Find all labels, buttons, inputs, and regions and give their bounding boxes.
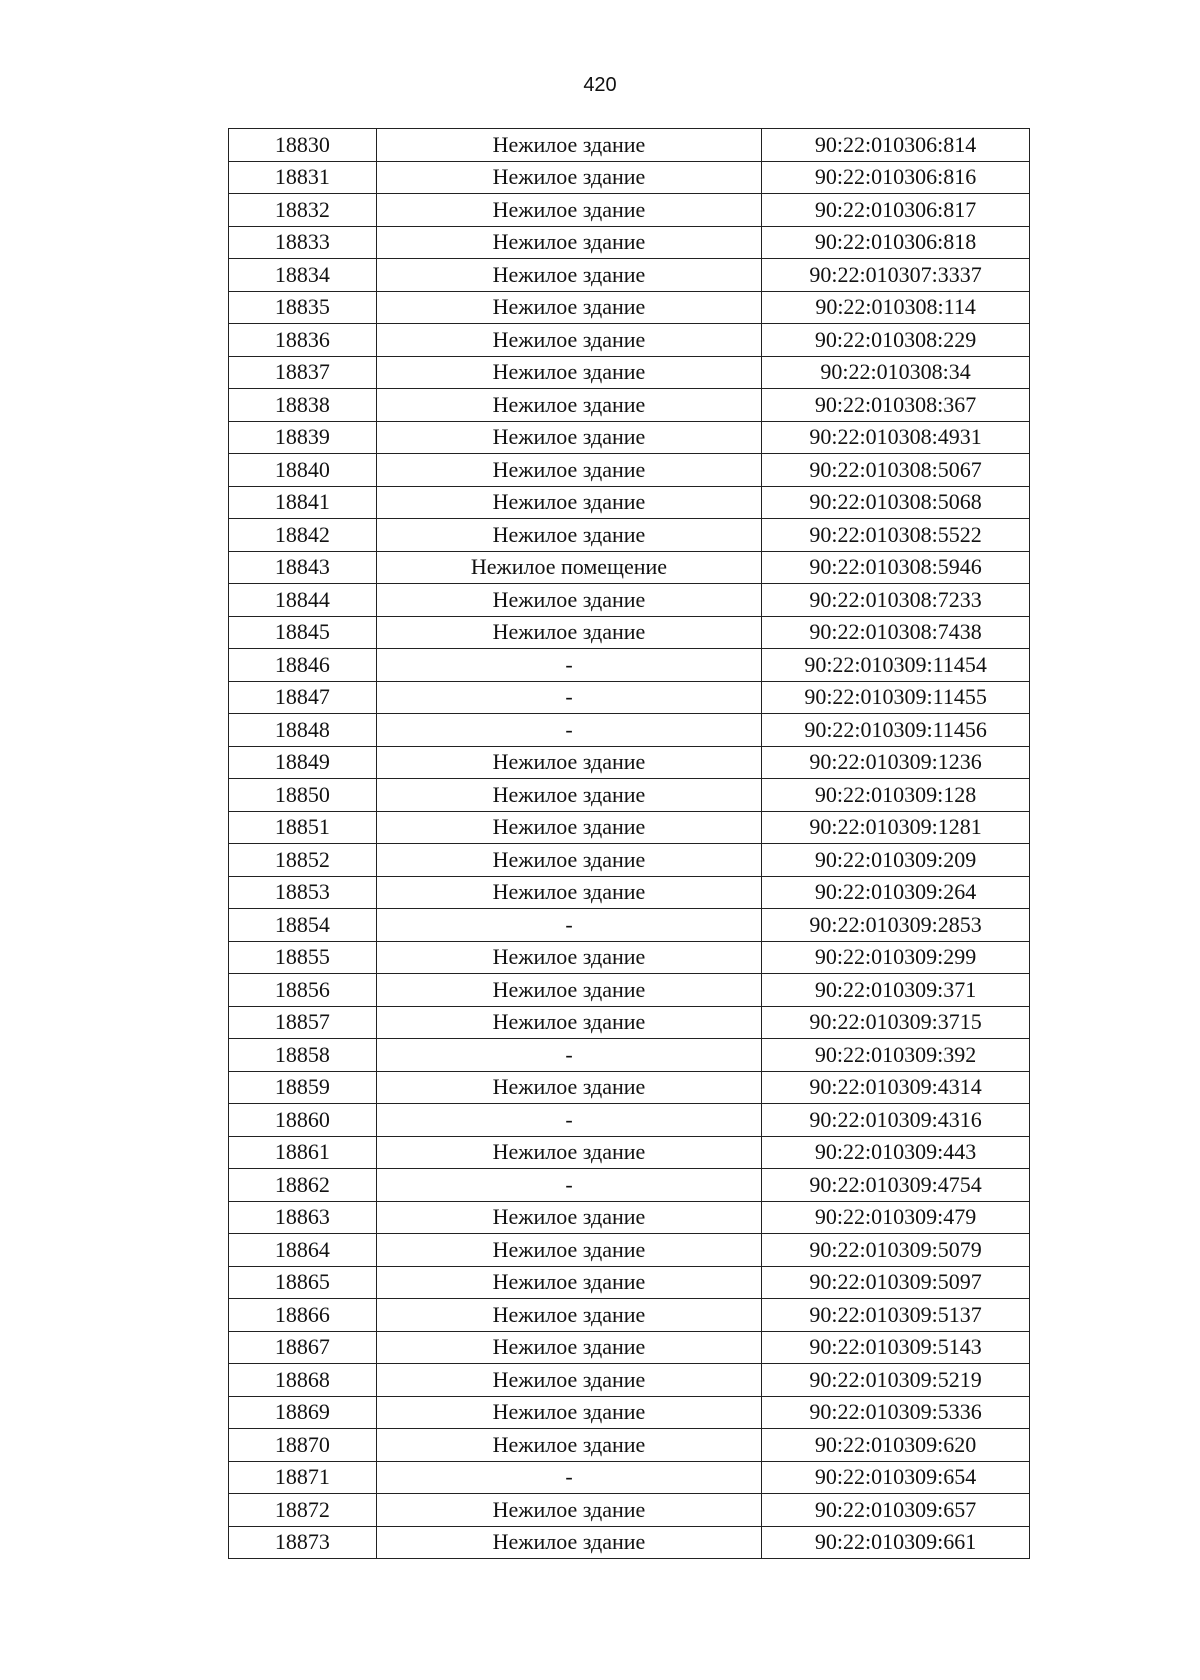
object-type-cell: - [376,681,761,714]
cadastral-number-cell: 90:22:010309:443 [762,1136,1030,1169]
cadastral-number-cell: 90:22:010309:657 [762,1494,1030,1527]
cadastral-number-cell: 90:22:010308:34 [762,356,1030,389]
cadastral-number-cell: 90:22:010309:5097 [762,1266,1030,1299]
row-number-cell: 18853 [229,876,377,909]
cadastral-number-cell: 90:22:010309:11454 [762,649,1030,682]
table-row [229,356,1030,389]
table-row [229,876,1030,909]
object-type-cell: Нежилое здание [376,259,761,292]
cadastral-number-cell: 90:22:010308:7438 [762,616,1030,649]
row-number-cell: 18862 [229,1169,377,1202]
cadastral-number-cell: 90:22:010309:3715 [762,1006,1030,1039]
table-row [229,1396,1030,1429]
table-row [229,909,1030,942]
cadastral-number-cell: 90:22:010308:5067 [762,454,1030,487]
cadastral-number-cell: 90:22:010306:818 [762,226,1030,259]
object-type-cell: Нежилое здание [376,454,761,487]
table-row [229,1299,1030,1332]
cadastral-number-cell: 90:22:010309:620 [762,1429,1030,1462]
row-number-cell: 18852 [229,844,377,877]
table-row [229,1266,1030,1299]
object-type-cell: - [376,909,761,942]
table-row [229,291,1030,324]
cadastral-number-cell: 90:22:010309:5336 [762,1396,1030,1429]
cadastral-number-cell: 90:22:010309:1236 [762,746,1030,779]
object-type-cell: Нежилое здание [376,876,761,909]
object-type-cell: Нежилое здание [376,779,761,812]
table-row [229,324,1030,357]
cadastral-number-cell: 90:22:010306:817 [762,194,1030,227]
object-type-cell: - [376,1169,761,1202]
table-row [229,1104,1030,1137]
row-number-cell: 18867 [229,1331,377,1364]
object-type-cell: Нежилое здание [376,1331,761,1364]
row-number-cell: 18842 [229,519,377,552]
object-type-cell: Нежилое здание [376,1136,761,1169]
table-row [229,714,1030,747]
object-type-cell: Нежилое здание [376,291,761,324]
cadastral-number-cell: 90:22:010306:816 [762,161,1030,194]
row-number-cell: 18846 [229,649,377,682]
cadastral-number-cell: 90:22:010309:299 [762,941,1030,974]
cadastral-number-cell: 90:22:010308:5068 [762,486,1030,519]
table-row [229,1071,1030,1104]
cadastral-number-cell: 90:22:010308:114 [762,291,1030,324]
cadastral-number-cell: 90:22:010309:392 [762,1039,1030,1072]
row-number-cell: 18865 [229,1266,377,1299]
object-type-cell: - [376,1104,761,1137]
table-row [229,649,1030,682]
table-row [229,746,1030,779]
row-number-cell: 18848 [229,714,377,747]
table-row [229,1234,1030,1267]
table-row [229,519,1030,552]
row-number-cell: 18836 [229,324,377,357]
cadastral-number-cell: 90:22:010308:5522 [762,519,1030,552]
row-number-cell: 18858 [229,1039,377,1072]
row-number-cell: 18851 [229,811,377,844]
cadastral-number-cell: 90:22:010308:4931 [762,421,1030,454]
row-number-cell: 18861 [229,1136,377,1169]
object-type-cell: Нежилое здание [376,941,761,974]
row-number-cell: 18835 [229,291,377,324]
table-row [229,161,1030,194]
cadastral-number-cell: 90:22:010307:3337 [762,259,1030,292]
table-row [229,226,1030,259]
table-row [229,844,1030,877]
table-row [229,1006,1030,1039]
row-number-cell: 18863 [229,1201,377,1234]
table-row [229,1039,1030,1072]
cadastral-number-cell: 90:22:010309:11455 [762,681,1030,714]
cadastral-number-cell: 90:22:010306:814 [762,129,1030,162]
cadastral-number-cell: 90:22:010308:7233 [762,584,1030,617]
table-row [229,681,1030,714]
object-type-cell: Нежилое здание [376,129,761,162]
object-type-cell: Нежилое здание [376,1364,761,1397]
row-number-cell: 18864 [229,1234,377,1267]
cadastral-number-cell: 90:22:010309:5219 [762,1364,1030,1397]
table-row [229,194,1030,227]
object-type-cell: Нежилое здание [376,226,761,259]
object-type-cell: Нежилое здание [376,1526,761,1559]
object-type-cell: Нежилое здание [376,1396,761,1429]
row-number-cell: 18860 [229,1104,377,1137]
table-row [229,129,1030,162]
object-type-cell: Нежилое здание [376,421,761,454]
table-row [229,616,1030,649]
table-row [229,1331,1030,1364]
row-number-cell: 18866 [229,1299,377,1332]
object-type-cell: Нежилое здание [376,1234,761,1267]
table-row [229,1461,1030,1494]
registry-table [228,128,1030,1559]
table-row [229,551,1030,584]
object-type-cell: Нежилое здание [376,161,761,194]
object-type-cell: Нежилое здание [376,746,761,779]
row-number-cell: 18832 [229,194,377,227]
object-type-cell: Нежилое здание [376,194,761,227]
cadastral-number-cell: 90:22:010309:2853 [762,909,1030,942]
object-type-cell: Нежилое здание [376,324,761,357]
row-number-cell: 18845 [229,616,377,649]
cadastral-number-cell: 90:22:010309:4314 [762,1071,1030,1104]
object-type-cell: Нежилое помещение [376,551,761,584]
object-type-cell: - [376,649,761,682]
row-number-cell: 18831 [229,161,377,194]
table-row [229,779,1030,812]
object-type-cell: Нежилое здание [376,1299,761,1332]
row-number-cell: 18870 [229,1429,377,1462]
table-row [229,1201,1030,1234]
cadastral-number-cell: 90:22:010308:367 [762,389,1030,422]
cadastral-number-cell: 90:22:010309:264 [762,876,1030,909]
object-type-cell: Нежилое здание [376,1494,761,1527]
row-number-cell: 18841 [229,486,377,519]
object-type-cell: Нежилое здание [376,1201,761,1234]
table-row [229,1136,1030,1169]
cadastral-number-cell: 90:22:010309:5079 [762,1234,1030,1267]
cadastral-number-cell: 90:22:010309:1281 [762,811,1030,844]
cadastral-number-cell: 90:22:010309:209 [762,844,1030,877]
object-type-cell: Нежилое здание [376,389,761,422]
cadastral-number-cell: 90:22:010309:4754 [762,1169,1030,1202]
cadastral-number-cell: 90:22:010309:11456 [762,714,1030,747]
row-number-cell: 18849 [229,746,377,779]
cadastral-number-cell: 90:22:010309:371 [762,974,1030,1007]
cadastral-number-cell: 90:22:010309:128 [762,779,1030,812]
row-number-cell: 18833 [229,226,377,259]
object-type-cell: - [376,1461,761,1494]
row-number-cell: 18837 [229,356,377,389]
table-row [229,1364,1030,1397]
row-number-cell: 18840 [229,454,377,487]
cadastral-number-cell: 90:22:010308:229 [762,324,1030,357]
object-type-cell: - [376,714,761,747]
object-type-cell: - [376,1039,761,1072]
row-number-cell: 18830 [229,129,377,162]
row-number-cell: 18856 [229,974,377,1007]
cadastral-number-cell: 90:22:010309:661 [762,1526,1030,1559]
table-row [229,421,1030,454]
row-number-cell: 18871 [229,1461,377,1494]
object-type-cell: Нежилое здание [376,584,761,617]
page-number: 420 [583,74,617,96]
row-number-cell: 18838 [229,389,377,422]
cadastral-number-cell: 90:22:010308:5946 [762,551,1030,584]
row-number-cell: 18844 [229,584,377,617]
table-row [229,1169,1030,1202]
row-number-cell: 18855 [229,941,377,974]
cadastral-number-cell: 90:22:010309:5143 [762,1331,1030,1364]
object-type-cell: Нежилое здание [376,1006,761,1039]
row-number-cell: 18843 [229,551,377,584]
object-type-cell: Нежилое здание [376,486,761,519]
object-type-cell: Нежилое здание [376,519,761,552]
object-type-cell: Нежилое здание [376,1266,761,1299]
row-number-cell: 18854 [229,909,377,942]
row-number-cell: 18868 [229,1364,377,1397]
object-type-cell: Нежилое здание [376,811,761,844]
table-row [229,1526,1030,1559]
row-number-cell: 18850 [229,779,377,812]
row-number-cell: 18873 [229,1526,377,1559]
object-type-cell: Нежилое здание [376,1071,761,1104]
registry-table-body [229,129,1030,1559]
table-row [229,941,1030,974]
cadastral-number-cell: 90:22:010309:4316 [762,1104,1030,1137]
table-row [229,584,1030,617]
row-number-cell: 18834 [229,259,377,292]
object-type-cell: Нежилое здание [376,844,761,877]
row-number-cell: 18857 [229,1006,377,1039]
table-row [229,1494,1030,1527]
object-type-cell: Нежилое здание [376,974,761,1007]
cadastral-number-cell: 90:22:010309:479 [762,1201,1030,1234]
object-type-cell: Нежилое здание [376,356,761,389]
row-number-cell: 18859 [229,1071,377,1104]
table-row [229,389,1030,422]
table-row [229,1429,1030,1462]
table-row [229,486,1030,519]
object-type-cell: Нежилое здание [376,1429,761,1462]
table-row [229,454,1030,487]
table-row [229,259,1030,292]
row-number-cell: 18839 [229,421,377,454]
table-row [229,974,1030,1007]
table-row [229,811,1030,844]
cadastral-number-cell: 90:22:010309:5137 [762,1299,1030,1332]
row-number-cell: 18872 [229,1494,377,1527]
object-type-cell: Нежилое здание [376,616,761,649]
cadastral-number-cell: 90:22:010309:654 [762,1461,1030,1494]
row-number-cell: 18869 [229,1396,377,1429]
row-number-cell: 18847 [229,681,377,714]
